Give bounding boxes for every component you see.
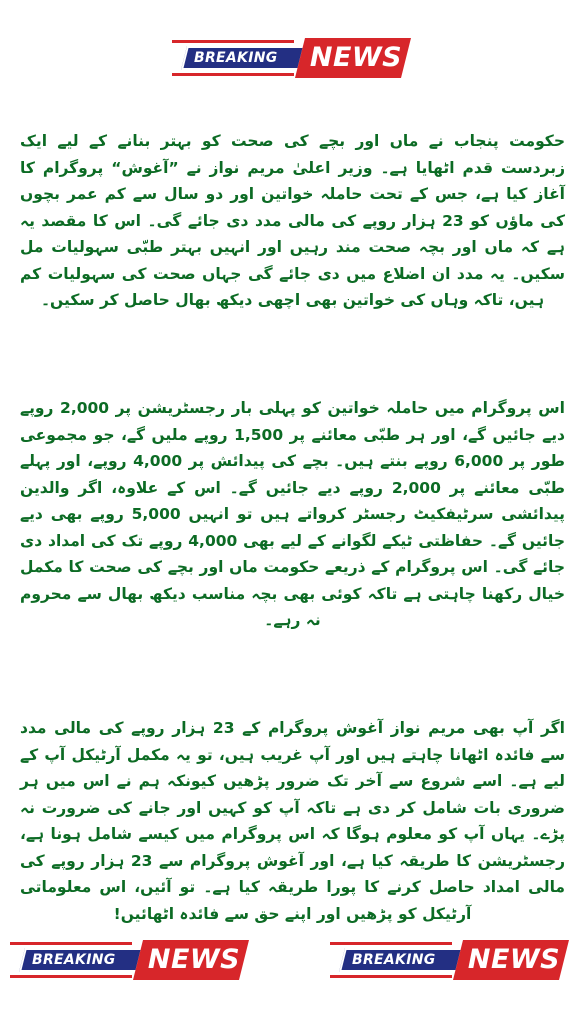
badge-stripe — [330, 942, 452, 945]
breaking-news-badge-bottom-right — [336, 940, 568, 980]
article-paragraph-1: حکومت پنجاب نے ماں اور بچے کی صحت کو بہتر بنانے کے لیے ایک زبردست قدم اٹھایا ہے۔ وزیر اعلیٰ مریم نواز نے ”آغوش“ پروگرام کا آغاز کیا ہے، جس کے تحت حاملہ خواتین اور دو سال سے کم عمر بچوں کی ماؤں کو 23 ہزار روپے کی مالی مدد دی جائے گی۔ اس کا مقصد یہ ہے کہ ماں اور بچہ صحت مند رہیں اور انہیں بہتر طبّی سہولیات مل سکیں۔ یہ مدد ان اضلاع میں دی جائے گی جہاں صحت کی سہولیات کم ہیں، تاکہ وہاں کی خواتین بھی اچھی دیکھ بھال حاصل کر سکیں۔ — [20, 132, 565, 309]
badge-stripe — [330, 975, 452, 978]
badge-stripe — [172, 73, 294, 76]
article-paragraph-3: اگر آپ بھی مریم نواز آغوش پروگرام کے 23 ہزار روپے کی مالی مدد سے فائدہ اٹھانا چاہتے ہیں اور آپ غریب ہیں، تو یہ مکمل آرٹیکل آپ کے لیے ہے۔ اسے شروع سے آخر تک ضرور پڑھیں کیونکہ ہم نے اس میں ہر ضروری بات شامل کر دی ہے تاکہ آپ کو کہیں اور جانے کی ضرورت نہ پڑے۔ یہاں آپ کو معلوم ہوگا کہ اس پروگرام میں کیسے شامل ہونا ہے، رجسٹریشن کا طریقہ کیا ہے، اور آغوش پروگرام سے 23 ہزار روپے کی مالی امداد حاصل کرنے کا پورا طریقہ کیا ہے۔ تو آئیں، اس معلوماتی آرٹیکل کو پڑھیں اور اپنے حق سے فائدہ اٹھائیں! — [20, 719, 565, 923]
badge-stripe — [10, 975, 132, 978]
badge-news-text: NEWS — [147, 944, 241, 975]
breaking-news-badge-bottom-left — [16, 940, 248, 980]
badge-breaking-text: BREAKING — [194, 50, 278, 66]
badge-news-text: NEWS — [467, 944, 561, 975]
breaking-news-badge-top — [178, 38, 410, 78]
badge-stripe — [10, 942, 132, 945]
article-paragraph-2: اس پروگرام میں حاملہ خواتین کو پہلی بار رجسٹریشن پر 2,000 روپے دیے جائیں گے، اور ہر طبّی معائنے پر 1,500 روپے ملیں گے، جو مجموعی طور پر 6,000 روپے بنتے ہیں۔ بچے کی پیدائش پر 4,000 روپے، اور پہلے طبّی معائنے پر 2,000 روپے دیے جائیں گے۔ اس کے علاوہ، اگر والدین پیدائشی سرٹیفکیٹ رجسٹر کرواتے ہیں تو انہیں 5,000 روپے بھی دیے جائیں گے۔ حفاظتی ٹیکے لگوانے کے لیے بھی 4,000 روپے تک کی امداد دی جائے گی۔ اس پروگرام کے ذریعے حکومت ماں اور بچے کی صحت کا مکمل خیال رکھنا چاہتی ہے تاکہ کوئی بھی بچہ مناسب دیکھ بھال سے محروم نہ رہے۔ — [20, 399, 566, 629]
badge-news-text: NEWS — [309, 42, 403, 73]
badge-stripe — [172, 40, 294, 43]
badge-breaking-text: BREAKING — [32, 952, 116, 968]
badge-breaking-text: BREAKING — [352, 952, 436, 968]
